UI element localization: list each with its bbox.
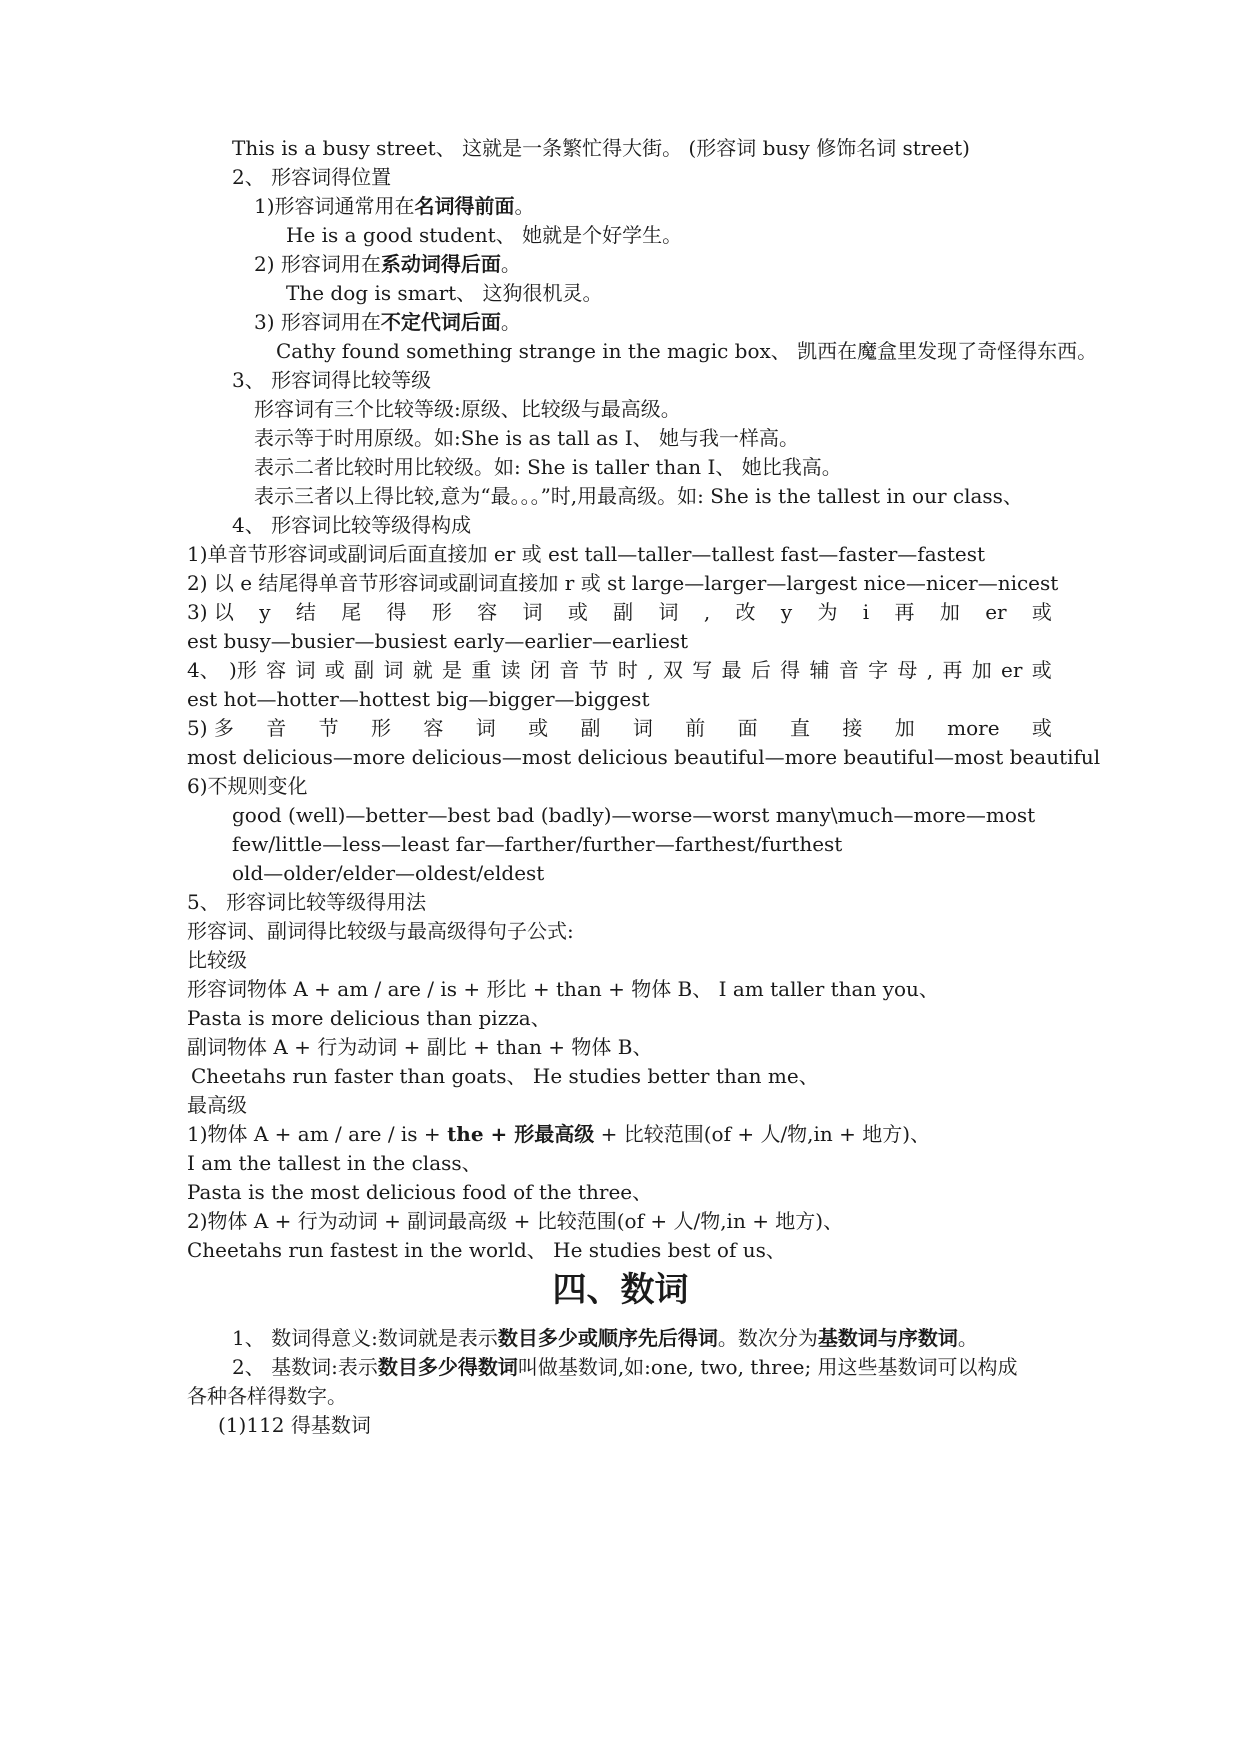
justified-word: 节 xyxy=(588,658,609,682)
text-line: This is a busy street、 这就是一条繁忙得大街。 (形容词 busy 修饰名词 street) xyxy=(232,136,970,160)
justified-word: 双 xyxy=(662,658,683,682)
text-line xyxy=(0,249,1241,279)
justified-word: i xyxy=(862,600,870,624)
bold-text: the + 形最高级 xyxy=(447,1122,595,1146)
justified-word: 词 xyxy=(522,600,543,624)
justified-word: , xyxy=(647,658,654,682)
text-line: 形容词物体 A + am / are / is + 形比 + than + 物体 B、 I am taller than you、 xyxy=(187,977,939,1001)
justified-word: 是 xyxy=(442,658,463,682)
text-span: 。 xyxy=(500,310,521,334)
justified-word: 或 xyxy=(1031,716,1052,740)
justified-word: 5) 多 xyxy=(187,716,234,740)
justified-word: 再 xyxy=(894,600,915,624)
justified-word: 词 xyxy=(632,716,653,740)
justified-word: 加 xyxy=(939,600,960,624)
text-line: 1)单音节形容词或副词后面直接加 er 或 est tall—taller—tallest fast—faster—fastest xyxy=(187,542,986,566)
justified-word: 接 xyxy=(842,716,863,740)
justified-word: 词 xyxy=(295,658,316,682)
bold-text: 数目多少或顺序先后得词 xyxy=(497,1326,718,1350)
text-line: 表示等于时用原级。如:She is as tall as I、 她与我一样高。 xyxy=(254,426,799,450)
text-span: 1)形容词通常用在 xyxy=(254,194,415,218)
justified-word: 副 xyxy=(354,658,375,682)
justified-word: 改 xyxy=(735,600,756,624)
justified-word: 为 xyxy=(817,600,838,624)
justified-word: 直 xyxy=(790,716,811,740)
example-sentence: The dog is smart、 这狗很机灵。 xyxy=(286,281,603,305)
bold-text: 名词得前面 xyxy=(414,194,515,218)
justified-word: 加 xyxy=(971,658,992,682)
justified-word: 闭 xyxy=(529,658,550,682)
justified-word: , xyxy=(926,658,934,682)
text-line xyxy=(0,307,1241,337)
justified-word: 最 xyxy=(721,658,742,682)
justified-word: 容 xyxy=(266,658,287,682)
justified-word: 形 xyxy=(371,716,392,740)
text-line: 比较级 xyxy=(187,948,247,972)
justified-word: 容 xyxy=(477,600,498,624)
justified-word: y xyxy=(780,600,793,624)
text-line: Pasta is more delicious than pizza、 xyxy=(187,1006,551,1030)
justified-word: 副 xyxy=(613,600,634,624)
justified-word: 音 xyxy=(838,658,859,682)
justified-word: 3) 以 xyxy=(187,600,234,624)
justified-word: 母 xyxy=(897,658,918,682)
text-line: Cheetahs run faster than goats、 He studies better than me、 xyxy=(191,1064,819,1088)
justified-line xyxy=(187,655,1052,685)
justified-word: more xyxy=(947,716,1000,740)
justified-word: 时 xyxy=(617,658,638,682)
chapter-heading: 四、数词 xyxy=(552,1270,689,1310)
justified-word: 后 xyxy=(750,658,771,682)
justified-word: 尾 xyxy=(341,600,362,624)
text-span: 3) 形容词用在 xyxy=(254,310,381,334)
justified-word: er xyxy=(1001,658,1023,682)
text-span: 1、 数词得意义:数词就是表示 xyxy=(232,1326,498,1350)
text-line: 表示三者以上得比较,意为“最。。。”时,用最高级。如: She is the tallest in our class、 xyxy=(254,484,1023,508)
text-line: 形容词、副词得比较级与最高级得句子公式: xyxy=(187,919,574,943)
justified-word: 面 xyxy=(737,716,758,740)
text-line: 最高级 xyxy=(187,1093,247,1117)
justified-word: 4、 xyxy=(187,658,220,682)
text-line xyxy=(0,191,1241,221)
text-span: 。 xyxy=(514,194,535,218)
text-span: 。 xyxy=(957,1326,978,1350)
justified-word: 或 xyxy=(567,600,588,624)
text-line: 2)物体 A + 行为动词 + 副词最高级 + 比较范围(of + 人/物,in + 地方)、 xyxy=(187,1209,844,1233)
section-heading-adjective-position: 2、 形容词得位置 xyxy=(232,165,392,189)
justified-word: 得 xyxy=(386,600,407,624)
justified-word: 音 xyxy=(559,658,580,682)
text-span: 。数次分为 xyxy=(717,1326,818,1350)
text-span: + 比较范围(of + 人/物,in + 地方)、 xyxy=(594,1122,931,1146)
text-line: 各种各样得数字。 xyxy=(187,1384,347,1408)
text-line: old—older/elder—oldest/eldest xyxy=(232,861,545,885)
text-line: est busy—busier—busiest early—earlier—earliest xyxy=(187,629,689,653)
justified-word: y xyxy=(259,600,271,624)
bold-text: 基数词与序数词 xyxy=(817,1326,958,1350)
justified-word: , xyxy=(703,600,711,624)
text-line xyxy=(0,1119,1241,1149)
text-line: 6)不规则变化 xyxy=(187,774,308,798)
justified-word: 字 xyxy=(868,658,889,682)
text-line: good (well)—better—best bad (badly)—worse—worst many\much—more—most xyxy=(232,803,1036,827)
text-line xyxy=(0,1352,1241,1382)
bold-text: 数目多少得数词 xyxy=(377,1355,518,1379)
justified-word: )形 xyxy=(229,658,257,682)
justified-word: 写 xyxy=(692,658,713,682)
justified-line xyxy=(187,597,1052,627)
justified-word: 或 xyxy=(1031,600,1052,624)
bold-text: 系动词得后面 xyxy=(380,252,501,276)
justified-word: 容 xyxy=(423,716,444,740)
justified-word: 副 xyxy=(580,716,601,740)
justified-word: 词 xyxy=(383,658,404,682)
text-line: few/little—less—least far—farther/further—farthest/furthest xyxy=(232,832,843,856)
justified-word: 前 xyxy=(685,716,706,740)
justified-word: 结 xyxy=(295,600,316,624)
text-line: 2) 以 e 结尾得单音节形容词或副词直接加 r 或 st large—larger—largest nice—nicer—nicest xyxy=(187,571,1059,595)
justified-word: 形 xyxy=(431,600,452,624)
justified-word: 词 xyxy=(658,600,679,624)
justified-word: 音 xyxy=(266,716,287,740)
justified-word: 或 xyxy=(324,658,345,682)
bold-text: 不定代词后面 xyxy=(380,310,501,334)
section-heading-formation: 4、 形容词比较等级得构成 xyxy=(232,513,472,537)
text-line: most delicious—more delicious—most delicious beautiful—more beautiful—most beautiful xyxy=(187,745,1101,769)
justified-word: 读 xyxy=(500,658,521,682)
text-line: 表示二者比较时用比较级。如: She is taller than I、 她比我高。 xyxy=(254,455,842,479)
justified-word: 辅 xyxy=(809,658,830,682)
justified-word: 再 xyxy=(942,658,963,682)
text-line: Pasta is the most delicious food of the three、 xyxy=(187,1180,653,1204)
text-span: 2、 基数词:表示 xyxy=(232,1355,378,1379)
text-line: I am the tallest in the class、 xyxy=(187,1151,482,1175)
justified-line xyxy=(187,713,1052,743)
justified-word: 节 xyxy=(318,716,339,740)
justified-word: 重 xyxy=(471,658,492,682)
justified-word: 或 xyxy=(1031,658,1052,682)
text-span: 1)物体 A + am / are / is + xyxy=(187,1122,448,1146)
text-span: 2) 形容词用在 xyxy=(254,252,381,276)
text-line xyxy=(0,1323,1241,1353)
justified-word: 加 xyxy=(894,716,915,740)
text-span: 。 xyxy=(500,252,521,276)
section-heading-comparison: 3、 形容词得比较等级 xyxy=(232,368,432,392)
justified-word: 就 xyxy=(412,658,433,682)
section-heading-usage: 5、 形容词比较等级得用法 xyxy=(187,890,427,914)
justified-word: er xyxy=(985,600,1007,624)
example-sentence: He is a good student、 她就是个好学生。 xyxy=(286,223,683,247)
text-line: Cheetahs run fastest in the world、 He studies best of us、 xyxy=(187,1238,786,1262)
text-line: 副词物体 A + 行为动词 + 副比 + than + 物体 B、 xyxy=(187,1035,653,1059)
text-line: est hot—hotter—hottest big—bigger—biggest xyxy=(187,687,650,711)
justified-word: 词 xyxy=(475,716,496,740)
text-line: 形容词有三个比较等级:原级、比较级与最高级。 xyxy=(254,397,681,421)
text-span: 叫做基数词,如:one, two, three; 用这些基数词可以构成 xyxy=(517,1355,1018,1379)
example-sentence: Cathy found something strange in the magic box、 凯西在魔盒里发现了奇怪得东西。 xyxy=(276,339,1098,363)
text-line: (1)112 得基数词 xyxy=(218,1413,371,1437)
justified-word: 得 xyxy=(780,658,801,682)
justified-word: 或 xyxy=(528,716,549,740)
